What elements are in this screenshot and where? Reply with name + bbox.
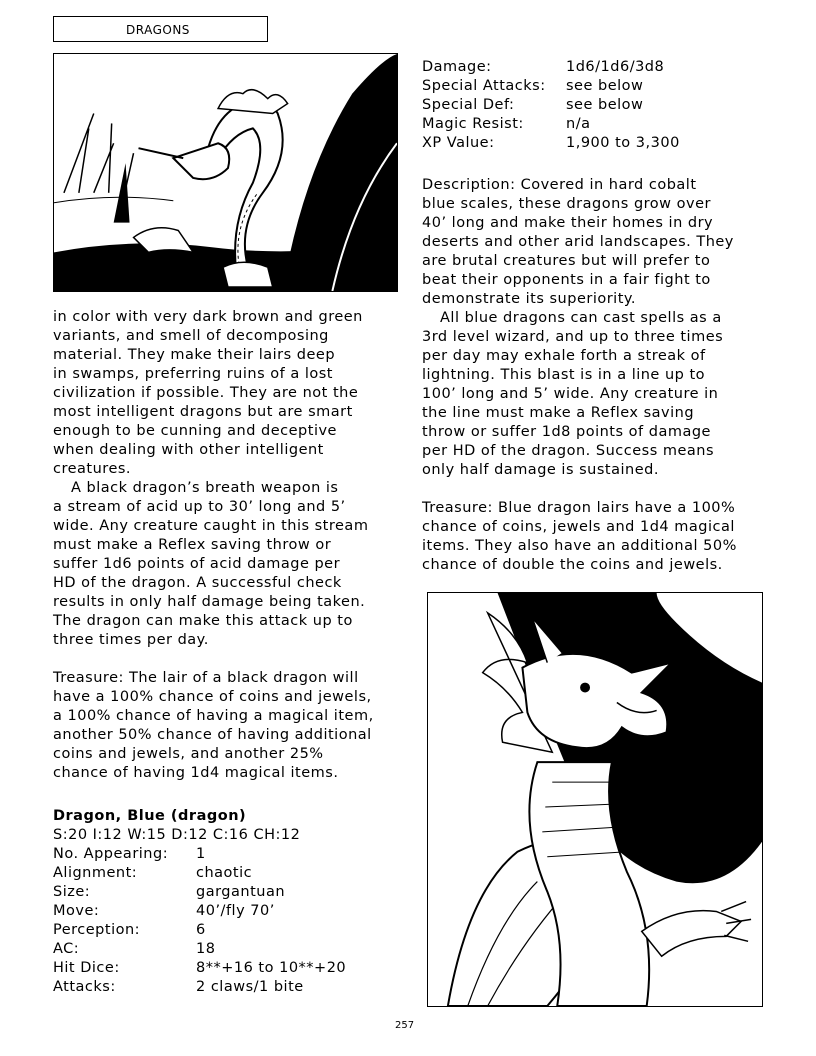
text-line: civilization if possible. They are not the	[53, 385, 359, 401]
stat-row: AC: 18	[53, 941, 216, 957]
text-line: per day may exhale forth a streak of	[422, 348, 706, 364]
stat-row: Special Attacks: see below	[422, 78, 644, 94]
stat-row: Alignment: chaotic	[53, 865, 253, 881]
stat-row: No. Appearing: 1	[53, 846, 206, 862]
blue-dragon-illustration	[427, 592, 763, 1007]
text-line: are brutal creatures but will prefer to	[422, 253, 711, 269]
text-line: most intelligent dragons but are smart	[53, 404, 353, 420]
text-line: All blue dragons can cast spells as a	[440, 310, 722, 326]
text-line: deserts and other arid landscapes. They	[422, 234, 734, 250]
blue-dragon-stat-block	[53, 807, 346, 997]
text-line: The dragon can make this attack up to	[53, 613, 353, 629]
stat-row: Move: 40’/fly 70’	[53, 903, 275, 919]
stat-row: Damage: 1d6/1d6/3d8	[422, 59, 665, 75]
text-line: suffer 1d6 points of acid damage per	[53, 556, 341, 572]
text-line: in swamps, preferring ruins of a lost	[53, 366, 333, 382]
text-line: throw or suffer 1d8 points of damage	[422, 424, 711, 440]
text-line: A black dragon’s breath weapon is	[71, 480, 339, 496]
ability-scores: S:20 I:12 W:15 D:12 C:16 CH:12	[53, 827, 301, 843]
text-line: only half damage is sustained.	[422, 462, 659, 478]
text-line: another 50% chance of having additional	[53, 727, 372, 743]
text-line: per HD of the dragon. Success means	[422, 443, 715, 459]
text-line: variants, and smell of decomposing	[53, 328, 329, 344]
section-header	[53, 16, 268, 42]
text-line: the line must make a Reflex saving	[422, 405, 695, 421]
text-line: enough to be cunning and deceptive	[53, 423, 337, 439]
stat-row: Special Def: see below	[422, 97, 644, 113]
text-line: demonstrate its superiority.	[422, 291, 637, 307]
text-line: a stream of acid up to 30’ long and 5’	[53, 499, 346, 515]
text-line: chance of coins, jewels and 1d4 magical	[422, 519, 735, 535]
text-line: blue scales, these dragons grow over	[422, 196, 711, 212]
text-line: Treasure: The lair of a black dragon will	[53, 670, 359, 686]
text-line: chance of double the coins and jewels.	[422, 557, 723, 573]
left-column-text	[53, 308, 403, 783]
text-line: in color with very dark brown and green	[53, 309, 363, 325]
text-line: wide. Any creature caught in this stream	[53, 518, 369, 534]
stat-row: Perception: 6	[53, 922, 206, 938]
stat-row: Hit Dice: 8**+16 to 10**+20	[53, 960, 347, 976]
right-column-text	[422, 176, 772, 575]
text-line: 3rd level wizard, and up to three times	[422, 329, 724, 345]
text-line: three times per day.	[53, 632, 209, 648]
stat-row: Attacks: 2 claws/1 bite	[53, 979, 304, 995]
text-line: 100’ long and 5’ wide. Any creature in	[422, 386, 719, 402]
text-line: chance of having 1d4 magical items.	[53, 765, 339, 781]
blue-dragon-stats-continued	[422, 58, 680, 153]
text-line: Treasure: Blue dragon lairs have a 100%	[422, 500, 736, 516]
text-line: beat their opponents in a fair fight to	[422, 272, 711, 288]
text-line: material. They make their lairs deep	[53, 347, 336, 363]
text-line: lightning. This blast is in a line up to	[422, 367, 706, 383]
text-line: coins and jewels, and another 25%	[53, 746, 324, 762]
text-line: a 100% chance of having a magical item,	[53, 708, 374, 724]
black-dragon-swamp-illustration	[53, 53, 398, 292]
stat-row: Size: gargantuan	[53, 884, 286, 900]
text-line: creatures.	[53, 461, 132, 477]
page-number: 257	[395, 1020, 415, 1031]
text-line: items. They also have an additional 50%	[422, 538, 737, 554]
entry-title: Dragon, Blue (dragon)	[53, 808, 247, 824]
text-line: HD of the dragon. A successful check	[53, 575, 342, 591]
text-line: results in only half damage being taken.	[53, 594, 366, 610]
text-line: Description: Covered in hard cobalt	[422, 177, 697, 193]
stat-row: XP Value: 1,900 to 3,300	[422, 135, 680, 151]
section-title: DRAGONS	[126, 23, 190, 37]
text-line: must make a Reflex saving throw or	[53, 537, 332, 553]
text-line: have a 100% chance of coins and jewels,	[53, 689, 372, 705]
text-line: when dealing with other intelligent	[53, 442, 324, 458]
text-line: 40’ long and make their homes in dry	[422, 215, 714, 231]
stat-row: Magic Resist: n/a	[422, 116, 591, 132]
